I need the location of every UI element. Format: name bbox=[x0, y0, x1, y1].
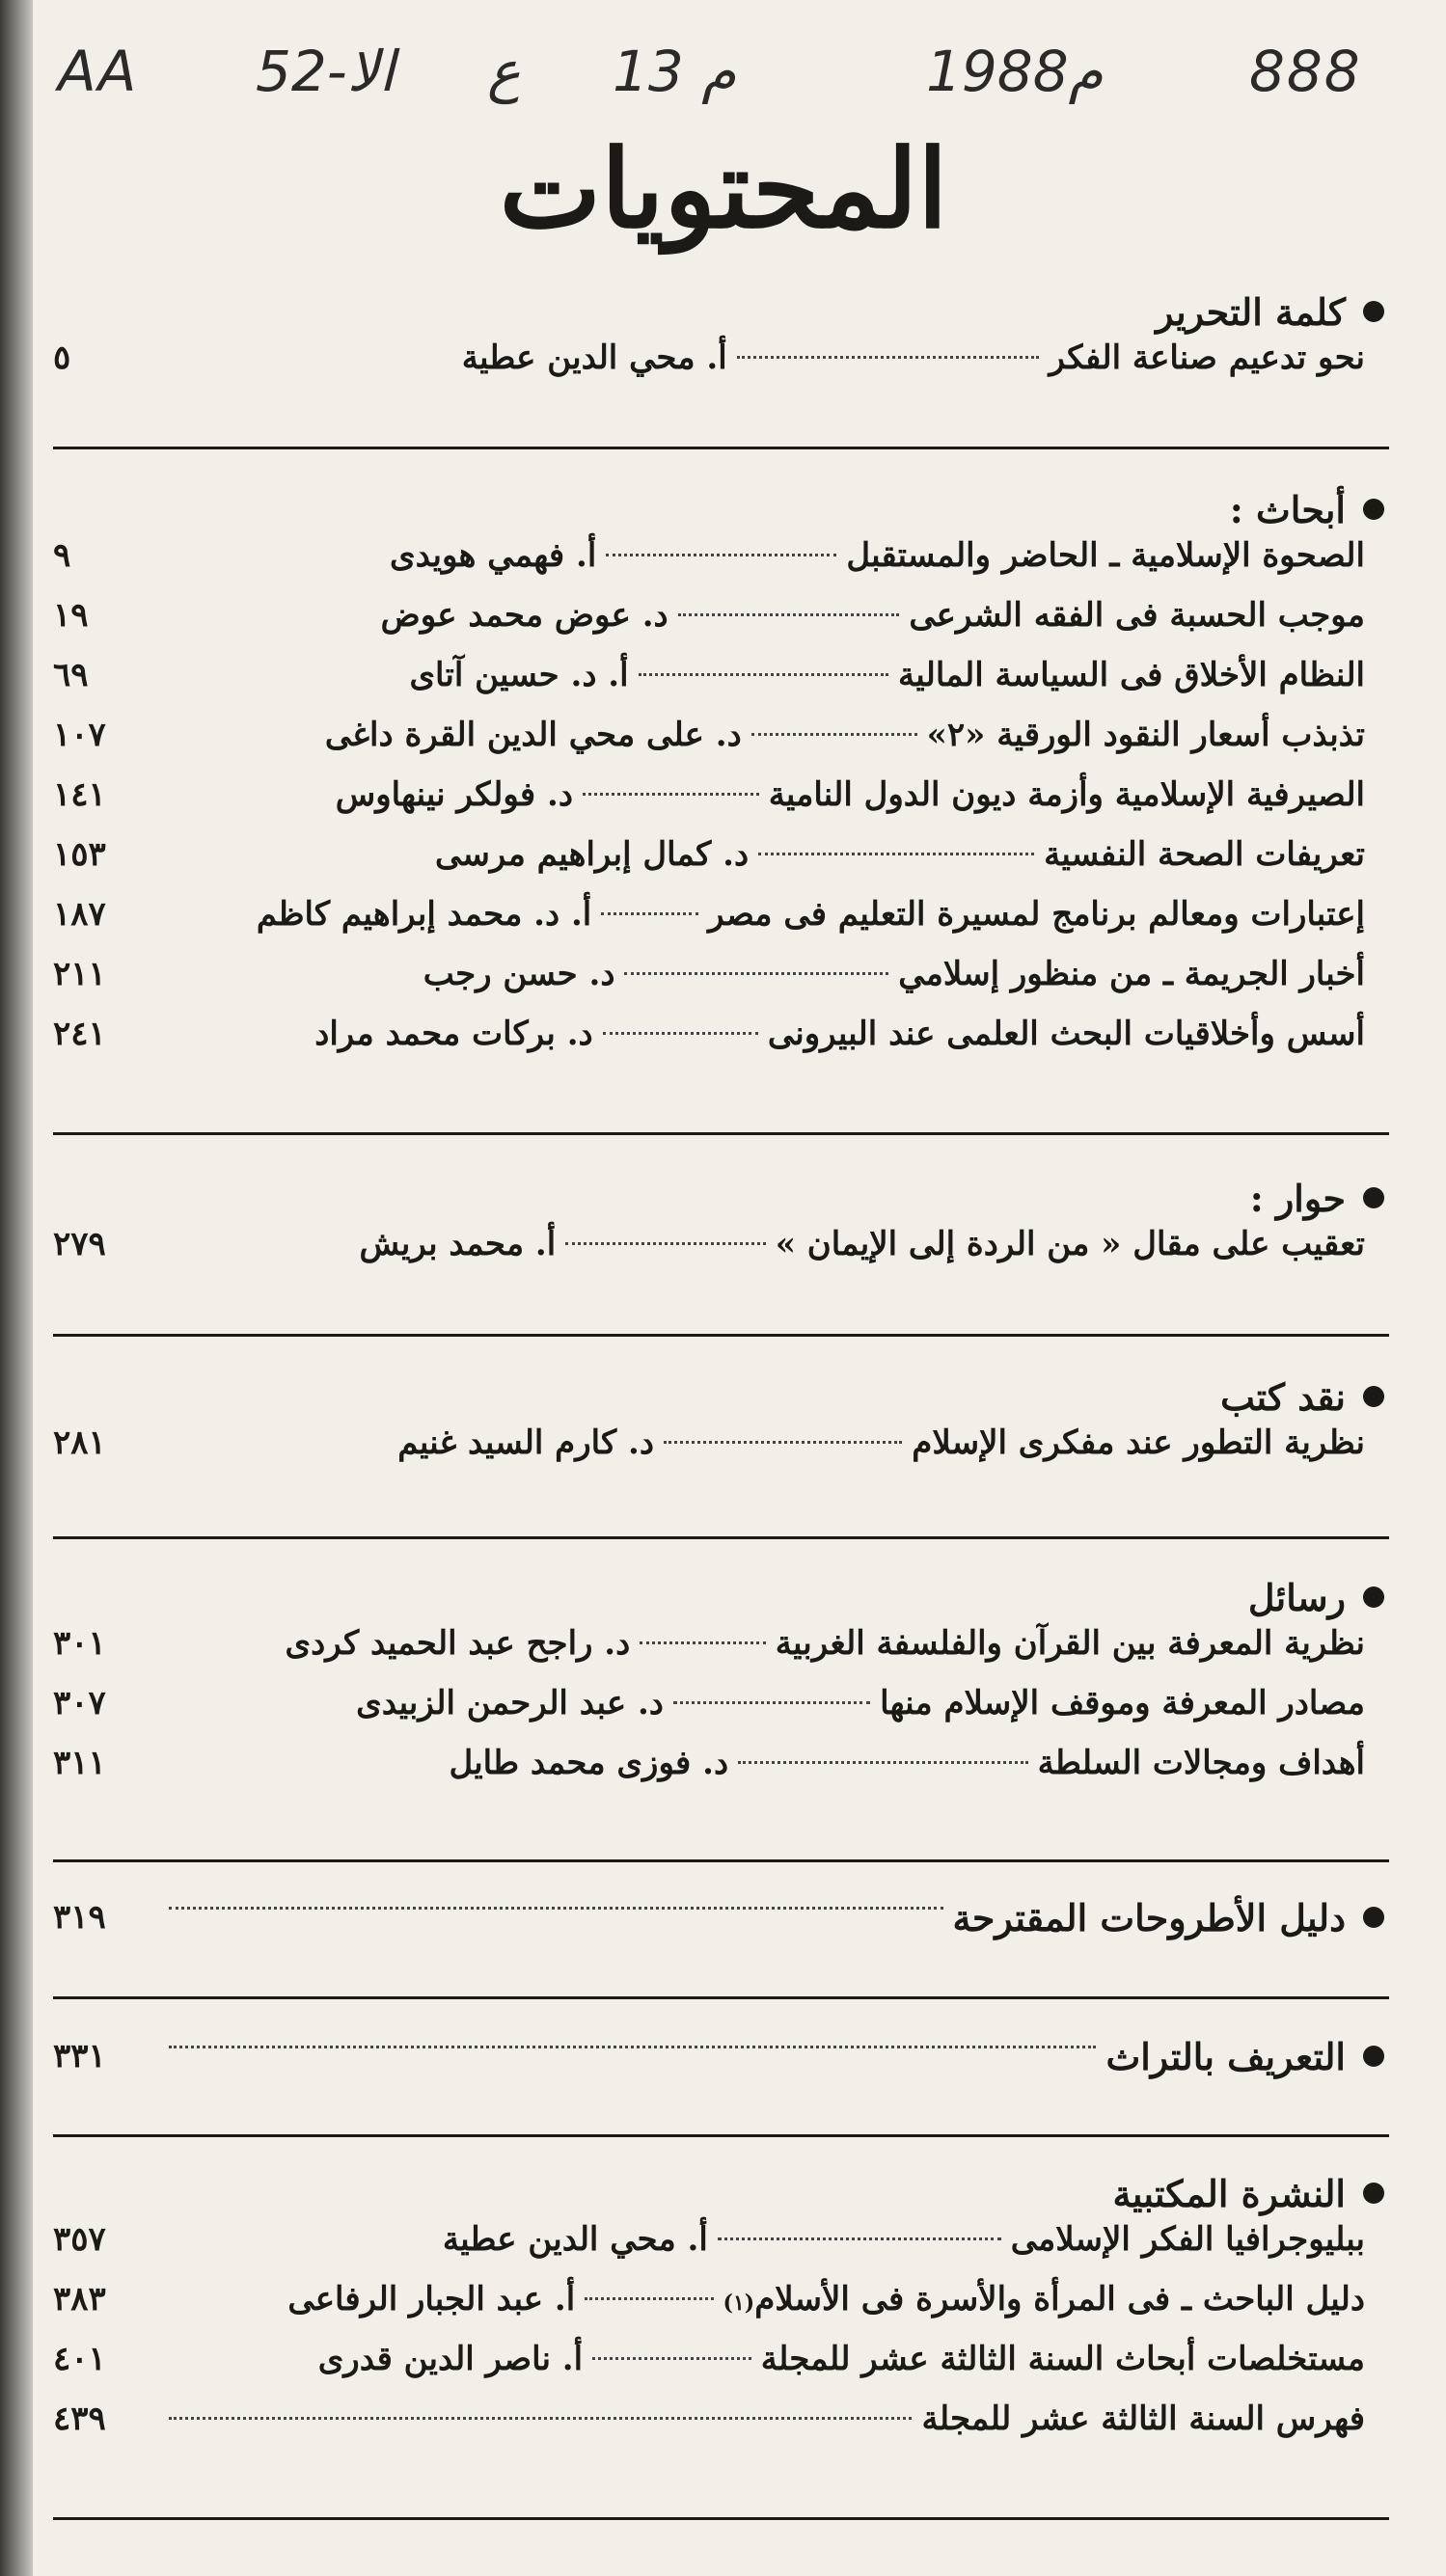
leader-dots bbox=[640, 1641, 766, 1644]
divider bbox=[53, 1132, 1389, 1135]
entry-title: إعتبارات ومعالم برنامج لمسيرة التعليم فى مصر bbox=[708, 895, 1365, 934]
handnote-part: ع bbox=[487, 39, 521, 104]
toc-entry[interactable] bbox=[53, 895, 1384, 955]
entry-page: ١٥٣ bbox=[52, 835, 106, 874]
leader-dots bbox=[601, 911, 698, 915]
entry-author: د. على محي الدين القرة داغى bbox=[324, 716, 742, 754]
entry-title: نظرية المعرفة بين القرآن والفلسفة الغربية bbox=[775, 1624, 1365, 1663]
toc-entry[interactable] bbox=[53, 2220, 1384, 2280]
entry-page: ٣٠٧ bbox=[52, 1684, 106, 1722]
leader-dots bbox=[737, 355, 1040, 359]
entry-page: ٣٥٧ bbox=[53, 2220, 106, 2259]
leader-dots bbox=[603, 1031, 758, 1035]
section-heritage bbox=[53, 2029, 1384, 2083]
divider bbox=[53, 1859, 1389, 1862]
section-research bbox=[53, 482, 1384, 1074]
leader-dots bbox=[664, 1440, 902, 1444]
entry-title: دليل الباحث ـ فى المرأة والأسرة فى الأسلام bbox=[754, 2280, 1365, 2318]
entry-author: أ. محمد بريش bbox=[359, 1225, 557, 1263]
entry-page: ١٩ bbox=[52, 596, 89, 635]
section-heading: النشرة المكتبية bbox=[1112, 2171, 1346, 2215]
section-heading: أبحاث : bbox=[1229, 487, 1346, 531]
leader-dots bbox=[583, 792, 759, 796]
page-title: المحتويات bbox=[499, 126, 948, 253]
bullet-icon bbox=[1363, 301, 1384, 322]
entry-page: ٢٨١ bbox=[53, 1424, 106, 1462]
toc-entry[interactable] bbox=[53, 716, 1384, 775]
handnote-part: 1988م bbox=[926, 39, 1104, 104]
toc-entry[interactable] bbox=[53, 775, 1384, 835]
entry-page: ٤٠١ bbox=[53, 2340, 106, 2378]
leader-dots bbox=[592, 2356, 751, 2360]
leader-dots bbox=[751, 732, 917, 736]
section-library-bulletin bbox=[53, 2166, 1384, 2459]
entry-author: د. بركات محمد مراد bbox=[314, 1015, 593, 1053]
entry-page: ٣١٩ bbox=[53, 1898, 106, 1937]
toc-entry[interactable] bbox=[53, 1015, 1384, 1074]
entry-title: تذبذب أسعار النقود الورقية «٢» bbox=[926, 716, 1365, 754]
entry-page: ١٤١ bbox=[53, 775, 106, 814]
entry-author: د. راجح عبد الحميد كردى bbox=[285, 1624, 631, 1663]
leader-dots bbox=[606, 553, 836, 556]
entry-title: تعقيب على مقال « من الردة إلى الإيمان » bbox=[775, 1225, 1365, 1263]
toc-entry[interactable] bbox=[53, 536, 1384, 596]
toc-entry[interactable] bbox=[53, 656, 1384, 716]
entry-author: د. فوزى محمد طايل bbox=[449, 1744, 729, 1782]
leader-dots bbox=[718, 2237, 1001, 2240]
toc-entry[interactable] bbox=[53, 596, 1384, 656]
entry-title: مصادر المعرفة وموقف الإسلام منها bbox=[880, 1684, 1365, 1722]
entry-title: تعريفات الصحة النفسية bbox=[1044, 835, 1365, 874]
leader-dots bbox=[758, 852, 1034, 855]
leader-dots bbox=[738, 1760, 1027, 1764]
bullet-icon bbox=[1363, 1187, 1384, 1208]
entry-title: مستخلصات أبحاث السنة الثالثة عشر للمجلة bbox=[760, 2340, 1365, 2378]
entry-author: أ. ناصر الدين قدرى bbox=[317, 2340, 584, 2378]
entry-page: ٤٣٩ bbox=[53, 2400, 106, 2438]
binding-shadow bbox=[0, 0, 33, 2576]
divider bbox=[53, 1996, 1389, 1999]
toc-entry[interactable] bbox=[53, 1744, 1384, 1803]
leader-dots bbox=[565, 1241, 766, 1245]
entry-page: ٥ bbox=[52, 339, 71, 377]
bullet-icon bbox=[1363, 1386, 1384, 1407]
bullet-icon bbox=[1363, 1586, 1384, 1608]
handnote-part: AA bbox=[58, 39, 139, 104]
divider bbox=[53, 1536, 1389, 1539]
entry-title: ببليوجرافيا الفكر الإسلامى bbox=[1010, 2220, 1365, 2259]
handnote-part: 13 م bbox=[613, 39, 737, 104]
entry-author: أ. د. حسين آتاى bbox=[409, 656, 629, 694]
entry-page: ٢٤١ bbox=[52, 1015, 106, 1053]
leader-dots bbox=[169, 2416, 912, 2420]
leader-dots bbox=[585, 2296, 713, 2300]
toc-entry[interactable] bbox=[53, 2029, 1384, 2083]
toc-entry[interactable] bbox=[53, 1225, 1384, 1285]
toc-entry[interactable] bbox=[53, 1890, 1384, 1944]
entry-title: نحو تدعيم صناعة الفكر bbox=[1049, 339, 1365, 377]
entry-author: أ. فهمي هويدى bbox=[390, 536, 597, 575]
entry-author: د. عبد الرحمن الزبيدى bbox=[356, 1684, 664, 1722]
entry-page: ٣١١ bbox=[52, 1744, 106, 1782]
entry-author: د. كمال إبراهيم مرسى bbox=[434, 835, 750, 874]
handnote-part: 888 bbox=[1249, 39, 1362, 104]
entry-author: أ. محي الدين عطية bbox=[461, 339, 727, 377]
bullet-icon bbox=[1363, 1907, 1384, 1928]
divider bbox=[53, 2517, 1389, 2520]
toc-entry[interactable] bbox=[53, 2400, 1384, 2459]
entry-author: أ. عبد الجبار الرفاعى bbox=[287, 2280, 576, 2318]
entry-author: د. عوض محمد عوض bbox=[380, 596, 668, 635]
entry-title: الصيرفية الإسلامية وأزمة ديون الدول النامية bbox=[768, 775, 1365, 814]
toc-entry[interactable] bbox=[53, 1624, 1384, 1684]
entry-page: ٣٣١ bbox=[53, 2037, 106, 2075]
toc-entry[interactable] bbox=[53, 2340, 1384, 2400]
entry-title: موجب الحسبة فى الفقه الشرعى bbox=[909, 596, 1365, 635]
toc-entry[interactable] bbox=[53, 1684, 1384, 1744]
toc-entry[interactable] bbox=[53, 339, 1384, 398]
section-book-review bbox=[53, 1369, 1384, 1483]
leader-dots bbox=[169, 2045, 1096, 2048]
entry-author: د. فولكر نينهاوس bbox=[335, 775, 573, 814]
leader-dots bbox=[678, 612, 900, 616]
leader-dots bbox=[639, 672, 888, 676]
divider bbox=[53, 447, 1389, 449]
handwritten-note bbox=[58, 29, 1389, 116]
bullet-icon bbox=[1363, 2046, 1384, 2067]
entry-author: أ. محي الدين عطية bbox=[442, 2220, 708, 2259]
entry-page: ٣٨٣ bbox=[53, 2280, 106, 2318]
entry-title: نظرية التطور عند مفكرى الإسلام bbox=[912, 1424, 1365, 1462]
entry-title: النظام الأخلاق فى السياسة المالية bbox=[898, 656, 1365, 694]
section-heading: حوار : bbox=[1249, 1176, 1346, 1220]
divider bbox=[53, 1334, 1389, 1337]
entry-page: ٢١١ bbox=[52, 955, 106, 993]
entry-page: ١٠٧ bbox=[53, 716, 106, 754]
entry-page: ١٨٧ bbox=[53, 895, 106, 934]
section-editorial bbox=[53, 285, 1384, 398]
handnote-part: 52-الا bbox=[256, 39, 395, 104]
section-heading: رسائل bbox=[1247, 1575, 1346, 1619]
entry-title: فهرس السنة الثالثة عشر للمجلة bbox=[921, 2400, 1365, 2438]
entry-author: أ. د. محمد إبراهيم كاظم bbox=[256, 895, 592, 934]
bullet-icon bbox=[1363, 499, 1384, 520]
section-heading: كلمة التحرير bbox=[1156, 289, 1346, 334]
toc-entry[interactable] bbox=[53, 1424, 1384, 1483]
bullet-icon bbox=[1363, 2183, 1384, 2204]
section-heading: التعريف بالتراث bbox=[1105, 2034, 1346, 2078]
entry-page: ٢٧٩ bbox=[53, 1225, 106, 1263]
section-theses bbox=[53, 1570, 1384, 1803]
section-heading: نقد كتب bbox=[1220, 1374, 1346, 1419]
leader-dots bbox=[673, 1700, 870, 1704]
entry-title: أسس وأخلاقيات البحث العلمى عند البيرونى bbox=[767, 1015, 1365, 1053]
entry-page: ٦٩ bbox=[53, 656, 89, 694]
entry-author: د. حسن رجب bbox=[423, 955, 615, 993]
entry-title: الصحوة الإسلامية ـ الحاضر والمستقبل bbox=[846, 536, 1365, 575]
entry-title: أهداف ومجالات السلطة bbox=[1037, 1744, 1365, 1782]
leader-dots bbox=[624, 971, 888, 975]
section-dissertations-guide bbox=[53, 1890, 1384, 1944]
leader-dots bbox=[169, 1906, 943, 1910]
toc-entry[interactable] bbox=[53, 2280, 1384, 2340]
toc-entry[interactable] bbox=[53, 955, 1384, 1015]
section-heading: دليل الأطروحات المقترحة bbox=[952, 1895, 1346, 1939]
toc-entry[interactable] bbox=[53, 835, 1384, 895]
entry-page: ٣٠١ bbox=[52, 1624, 106, 1663]
entry-page: ٩ bbox=[53, 536, 71, 575]
divider bbox=[53, 2134, 1389, 2137]
footnote-mark: (١) bbox=[723, 2291, 755, 2316]
entry-title: أخبار الجريمة ـ من منظور إسلامي bbox=[898, 955, 1365, 993]
section-dialogue bbox=[53, 1171, 1384, 1285]
entry-author: د. كارم السيد غنيم bbox=[397, 1424, 654, 1462]
